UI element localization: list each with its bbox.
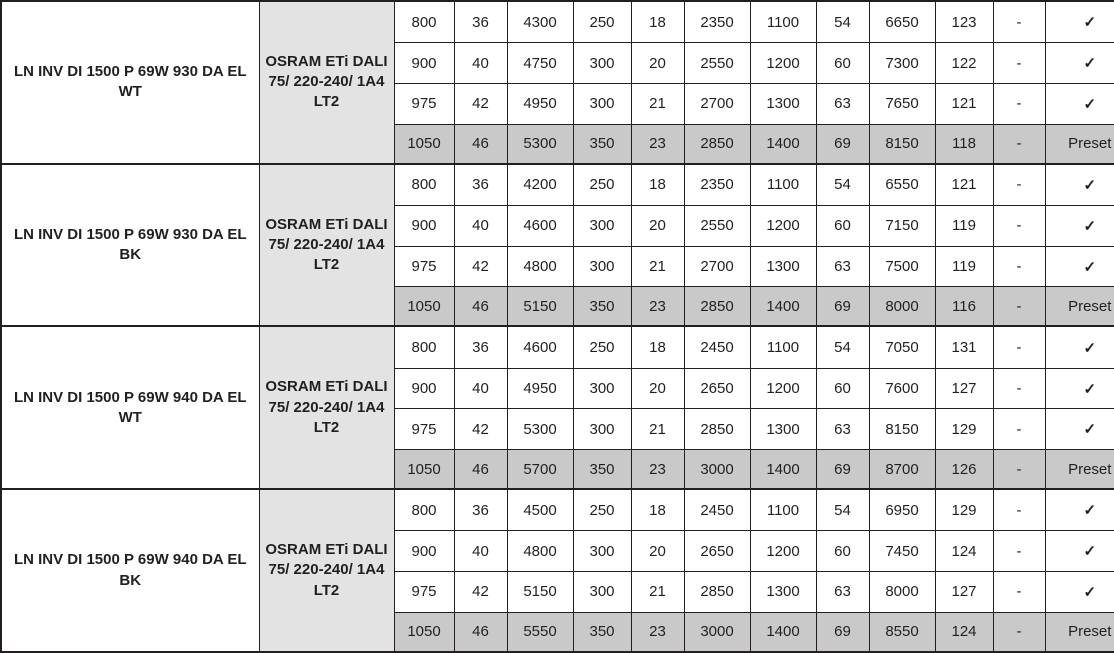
data-cell: - <box>993 409 1045 450</box>
data-cell: 40 <box>454 368 507 409</box>
data-cell: 23 <box>631 287 684 327</box>
data-cell: 1050 <box>394 124 454 164</box>
data-cell: 975 <box>394 83 454 124</box>
data-cell: 21 <box>631 246 684 287</box>
check-icon: ✓ <box>1045 1 1114 43</box>
data-cell: 1200 <box>750 531 816 572</box>
data-cell: 1200 <box>750 205 816 246</box>
data-cell: 1200 <box>750 43 816 84</box>
data-cell: 23 <box>631 612 684 652</box>
data-cell: 350 <box>573 287 631 327</box>
data-cell: 1300 <box>750 246 816 287</box>
data-cell: 3000 <box>684 450 750 490</box>
data-cell: 300 <box>573 368 631 409</box>
data-cell: 2450 <box>684 326 750 368</box>
data-cell: - <box>993 287 1045 327</box>
data-cell: 800 <box>394 1 454 43</box>
data-cell: - <box>993 368 1045 409</box>
data-cell: 2650 <box>684 531 750 572</box>
data-cell: 1100 <box>750 1 816 43</box>
data-cell: 4600 <box>507 205 573 246</box>
data-cell: 1050 <box>394 612 454 652</box>
data-cell: 42 <box>454 572 507 613</box>
preset-cell: Preset <box>1045 450 1114 490</box>
data-cell: 300 <box>573 205 631 246</box>
data-cell: 124 <box>935 531 993 572</box>
data-cell: 69 <box>816 287 869 327</box>
data-cell: 4800 <box>507 246 573 287</box>
data-cell: - <box>993 83 1045 124</box>
data-cell: 300 <box>573 83 631 124</box>
data-cell: 60 <box>816 205 869 246</box>
data-cell: 121 <box>935 83 993 124</box>
data-cell: 2850 <box>684 287 750 327</box>
data-cell: 4500 <box>507 489 573 531</box>
data-cell: - <box>993 164 1045 206</box>
data-cell: 300 <box>573 531 631 572</box>
data-cell: 1300 <box>750 572 816 613</box>
check-icon: ✓ <box>1045 246 1114 287</box>
data-cell: 131 <box>935 326 993 368</box>
data-cell: 42 <box>454 409 507 450</box>
data-cell: 63 <box>816 83 869 124</box>
data-cell: 69 <box>816 450 869 490</box>
data-cell: 20 <box>631 531 684 572</box>
driver-cell: OSRAM ETi DALI 75/ 220-240/ 1A4 LT2 <box>259 164 394 327</box>
data-cell: 2850 <box>684 409 750 450</box>
data-cell: 300 <box>573 572 631 613</box>
data-cell: 900 <box>394 531 454 572</box>
data-cell: 60 <box>816 43 869 84</box>
data-cell: - <box>993 246 1045 287</box>
data-cell: 18 <box>631 489 684 531</box>
table-row <box>1 1 1114 43</box>
table-row <box>1 164 1114 206</box>
data-cell: 116 <box>935 287 993 327</box>
data-cell: 40 <box>454 531 507 572</box>
check-icon: ✓ <box>1045 531 1114 572</box>
data-cell: 21 <box>631 409 684 450</box>
data-cell: 2550 <box>684 43 750 84</box>
data-cell: 2450 <box>684 489 750 531</box>
data-cell: 1300 <box>750 83 816 124</box>
data-cell: 40 <box>454 205 507 246</box>
data-cell: 8000 <box>869 287 935 327</box>
data-cell: 7050 <box>869 326 935 368</box>
data-cell: 300 <box>573 43 631 84</box>
data-cell: 1200 <box>750 368 816 409</box>
data-cell: 1400 <box>750 287 816 327</box>
data-cell: 36 <box>454 1 507 43</box>
data-cell: 54 <box>816 326 869 368</box>
data-cell: 1050 <box>394 287 454 327</box>
data-cell: - <box>993 1 1045 43</box>
data-cell: 250 <box>573 1 631 43</box>
data-cell: 23 <box>631 450 684 490</box>
data-cell: - <box>993 489 1045 531</box>
data-cell: 2350 <box>684 1 750 43</box>
data-cell: 4950 <box>507 368 573 409</box>
data-cell: 69 <box>816 612 869 652</box>
data-cell: 8150 <box>869 409 935 450</box>
data-cell: 6950 <box>869 489 935 531</box>
preset-cell: Preset <box>1045 124 1114 164</box>
data-cell: 5150 <box>507 287 573 327</box>
table-row <box>1 326 1114 368</box>
product-name-cell: LN INV DI 1500 P 69W 930 DA EL WT <box>1 1 259 164</box>
data-cell: 350 <box>573 450 631 490</box>
data-cell: 23 <box>631 124 684 164</box>
data-cell: 54 <box>816 489 869 531</box>
data-cell: 1400 <box>750 612 816 652</box>
data-cell: 300 <box>573 409 631 450</box>
product-name-cell: LN INV DI 1500 P 69W 930 DA EL BK <box>1 164 259 327</box>
data-cell: 2850 <box>684 572 750 613</box>
data-cell: 1050 <box>394 450 454 490</box>
data-cell: - <box>993 572 1045 613</box>
table-row <box>1 489 1114 531</box>
data-cell: 46 <box>454 124 507 164</box>
data-cell: 8150 <box>869 124 935 164</box>
data-cell: 7500 <box>869 246 935 287</box>
check-icon: ✓ <box>1045 83 1114 124</box>
data-cell: 42 <box>454 83 507 124</box>
data-cell: 2850 <box>684 124 750 164</box>
data-cell: 60 <box>816 368 869 409</box>
data-cell: 7650 <box>869 83 935 124</box>
data-cell: 4950 <box>507 83 573 124</box>
data-cell: 2650 <box>684 368 750 409</box>
data-cell: 975 <box>394 246 454 287</box>
data-cell: 6550 <box>869 164 935 206</box>
data-cell: 975 <box>394 572 454 613</box>
check-icon: ✓ <box>1045 489 1114 531</box>
data-cell: - <box>993 450 1045 490</box>
data-cell: 119 <box>935 205 993 246</box>
data-cell: 63 <box>816 246 869 287</box>
data-cell: 7450 <box>869 531 935 572</box>
check-icon: ✓ <box>1045 205 1114 246</box>
data-cell: 8550 <box>869 612 935 652</box>
data-cell: 18 <box>631 1 684 43</box>
data-cell: 21 <box>631 83 684 124</box>
data-cell: 127 <box>935 572 993 613</box>
check-icon: ✓ <box>1045 409 1114 450</box>
preset-cell: Preset <box>1045 612 1114 652</box>
data-cell: 18 <box>631 326 684 368</box>
data-cell: - <box>993 205 1045 246</box>
data-cell: - <box>993 612 1045 652</box>
data-cell: 42 <box>454 246 507 287</box>
data-cell: 119 <box>935 246 993 287</box>
data-cell: 900 <box>394 43 454 84</box>
data-cell: 8700 <box>869 450 935 490</box>
data-cell: 20 <box>631 368 684 409</box>
data-cell: 20 <box>631 205 684 246</box>
data-cell: 5150 <box>507 572 573 613</box>
data-cell: 36 <box>454 326 507 368</box>
data-cell: 36 <box>454 164 507 206</box>
data-cell: 1100 <box>750 326 816 368</box>
data-cell: 900 <box>394 205 454 246</box>
check-icon: ✓ <box>1045 368 1114 409</box>
data-cell: 4300 <box>507 1 573 43</box>
data-cell: 54 <box>816 1 869 43</box>
data-cell: 129 <box>935 489 993 531</box>
data-cell: 2700 <box>684 83 750 124</box>
data-cell: 123 <box>935 1 993 43</box>
data-cell: 1300 <box>750 409 816 450</box>
data-cell: 63 <box>816 572 869 613</box>
data-cell: 3000 <box>684 612 750 652</box>
data-cell: 18 <box>631 164 684 206</box>
product-name-cell: LN INV DI 1500 P 69W 940 DA EL WT <box>1 326 259 489</box>
data-cell: 975 <box>394 409 454 450</box>
data-cell: 4750 <box>507 43 573 84</box>
data-cell: 20 <box>631 43 684 84</box>
data-cell: 350 <box>573 124 631 164</box>
data-cell: 7150 <box>869 205 935 246</box>
data-cell: 5700 <box>507 450 573 490</box>
data-cell: 250 <box>573 489 631 531</box>
data-cell: 8000 <box>869 572 935 613</box>
data-cell: 2700 <box>684 246 750 287</box>
data-cell: 800 <box>394 326 454 368</box>
data-cell: 127 <box>935 368 993 409</box>
data-cell: 124 <box>935 612 993 652</box>
data-cell: 250 <box>573 326 631 368</box>
data-cell: - <box>993 531 1045 572</box>
driver-cell: OSRAM ETi DALI 75/ 220-240/ 1A4 LT2 <box>259 1 394 164</box>
data-cell: 4200 <box>507 164 573 206</box>
data-cell: 350 <box>573 612 631 652</box>
driver-cell: OSRAM ETi DALI 75/ 220-240/ 1A4 LT2 <box>259 326 394 489</box>
data-cell: 46 <box>454 612 507 652</box>
data-cell: 2550 <box>684 205 750 246</box>
data-cell: 800 <box>394 489 454 531</box>
preset-cell: Preset <box>1045 287 1114 327</box>
data-cell: 40 <box>454 43 507 84</box>
check-icon: ✓ <box>1045 43 1114 84</box>
data-cell: - <box>993 326 1045 368</box>
data-cell: 63 <box>816 409 869 450</box>
driver-cell: OSRAM ETi DALI 75/ 220-240/ 1A4 LT2 <box>259 489 394 652</box>
data-cell: 60 <box>816 531 869 572</box>
data-cell: 250 <box>573 164 631 206</box>
data-cell: 5550 <box>507 612 573 652</box>
data-cell: 54 <box>816 164 869 206</box>
data-cell: 122 <box>935 43 993 84</box>
data-cell: 300 <box>573 246 631 287</box>
data-cell: - <box>993 124 1045 164</box>
data-cell: 21 <box>631 572 684 613</box>
data-cell: 1400 <box>750 450 816 490</box>
data-cell: 900 <box>394 368 454 409</box>
product-name-cell: LN INV DI 1500 P 69W 940 DA EL BK <box>1 489 259 652</box>
data-cell: 7600 <box>869 368 935 409</box>
data-cell: 69 <box>816 124 869 164</box>
data-cell: 126 <box>935 450 993 490</box>
check-icon: ✓ <box>1045 164 1114 206</box>
data-cell: 118 <box>935 124 993 164</box>
data-cell: 36 <box>454 489 507 531</box>
data-cell: 6650 <box>869 1 935 43</box>
data-cell: 46 <box>454 450 507 490</box>
data-cell: 800 <box>394 164 454 206</box>
check-icon: ✓ <box>1045 326 1114 368</box>
data-cell: 4600 <box>507 326 573 368</box>
data-cell: 1100 <box>750 489 816 531</box>
data-cell: 121 <box>935 164 993 206</box>
data-cell: 2350 <box>684 164 750 206</box>
data-cell: 4800 <box>507 531 573 572</box>
data-cell: 129 <box>935 409 993 450</box>
data-cell: 7300 <box>869 43 935 84</box>
data-cell: 5300 <box>507 124 573 164</box>
data-cell: 1400 <box>750 124 816 164</box>
data-cell: - <box>993 43 1045 84</box>
data-cell: 1100 <box>750 164 816 206</box>
data-cell: 5300 <box>507 409 573 450</box>
check-icon: ✓ <box>1045 572 1114 613</box>
data-cell: 46 <box>454 287 507 327</box>
